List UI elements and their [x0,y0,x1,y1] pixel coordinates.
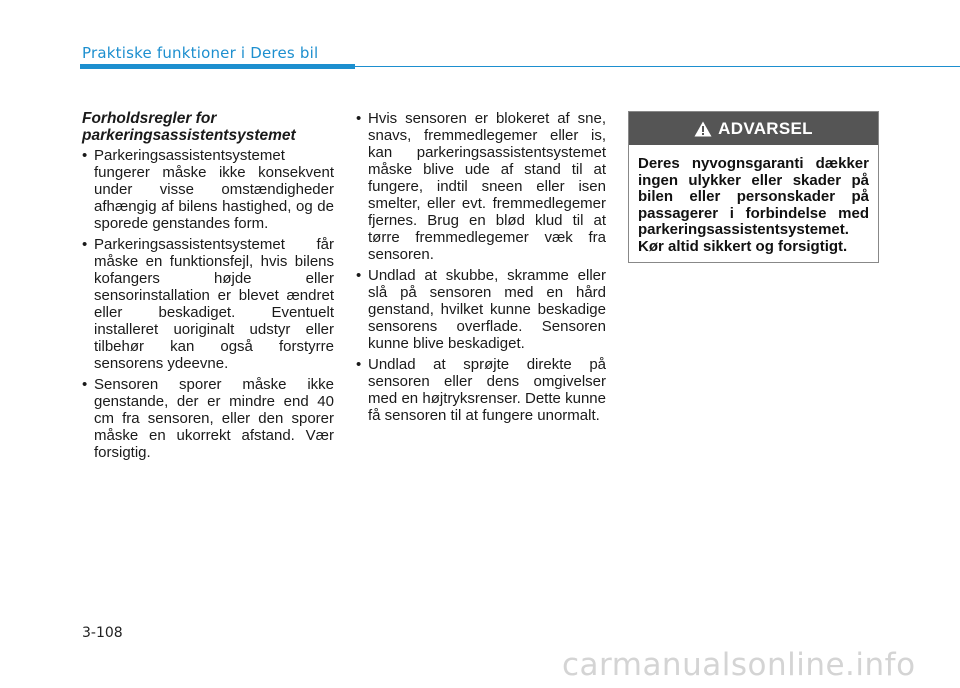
bullet-icon: • [356,110,362,127]
bullet-icon: • [356,356,362,373]
header-rule-thin [355,66,960,67]
watermark: carmanualsonline.info [562,647,916,683]
bullet-text: Undlad at skubbe, skramme eller slå på sensoren med en hård genstand, hvilket kunne beskadige sensorens overflade. Sensoren kunne blive beskadiget. [368,267,606,352]
warning-box [628,111,879,263]
middle-column [356,110,606,428]
list-item [356,267,606,352]
left-bullet-list [82,147,334,461]
middle-bullet-list [356,110,606,424]
list-item [356,356,606,424]
warning-title: ADVARSEL [718,118,813,138]
bullet-icon: • [82,376,88,393]
bullet-text: Sensoren sporer måske ikke genstande, der er mindre end 40 cm fra sensoren, eller den sporer måske en ukorrekt afstand. Vær forsigtig. [94,376,334,461]
bullet-text: Parkeringsassistentsystemet får måske en funktionsfejl, hvis bilens kofangers højde eller sensorinstallation er blevet ændret eller beskadiget. Eventuelt installeret uoriginalt udstyr eller tilbehør kan også forstyrre sensorens ydeevne. [94,236,334,372]
list-item [82,236,334,372]
bullet-text: Undlad at sprøjte direkte på sensoren eller dens omgivelser med en højtryksrenser. Dette kunne få sensoren til at fungere unormalt. [368,356,606,424]
subheading: Forholdsregler for parkeringsassistentsystemet [82,110,296,144]
warning-triangle-icon [694,121,712,137]
bullet-icon: • [356,267,362,284]
header-rule-thick [80,64,355,69]
bullet-text: Parkeringsassistentsystemet fungerer måske ikke konsekvent under visse omstændigheder afhængig af bilens hastighed, og de sporede genstandes form. [94,147,334,232]
list-item [82,147,334,232]
section-title: Praktiske funktioner i Deres bil [82,44,319,62]
list-item [356,110,606,263]
left-column [82,110,334,465]
page-number: 3-108 [82,625,123,641]
bullet-text: Hvis sensoren er blokeret af sne, snavs, fremmedlegemer eller is, kan parkeringsassistentsystemet måske blive ude af stand til at fungere, indtil sneen eller isen smelter, eller evt. fremmedlegemer fjernes. Brug en blød klud til at tørre fremmedlegemer væk fra sensoren. [368,110,606,263]
bullet-icon: • [82,236,88,253]
warning-text: Deres nyvognsgaranti dækker ingen ulykker eller skader på bilen eller personskader på passagerer i forbindelse med parkeringsassistentsystemet. Kør altid sikkert og forsigtigt. [638,155,869,255]
list-item [82,376,334,461]
warning-header [629,112,878,145]
bullet-icon: • [82,147,88,164]
